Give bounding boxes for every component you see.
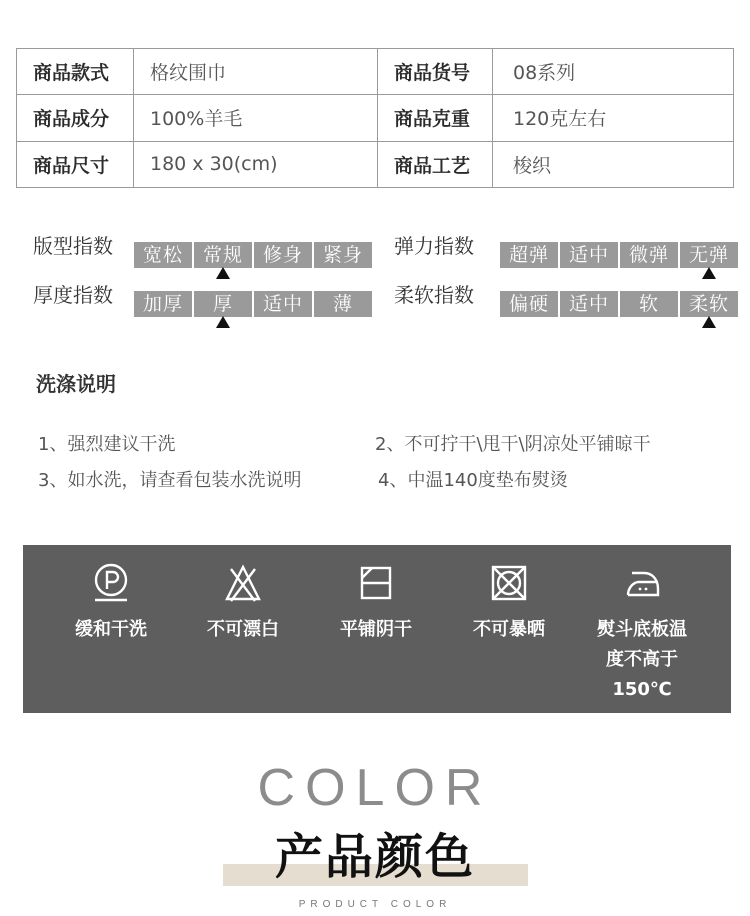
care-text: 不可漂白	[207, 619, 279, 640]
thickness-index-label: 厚度指数	[33, 283, 113, 307]
scale-option	[560, 242, 618, 268]
scale-option-label: 超弹	[508, 244, 549, 266]
no-tumble-dry-icon	[489, 563, 529, 603]
spec-label: 商品尺寸	[17, 141, 134, 187]
wash-item: 3、如水洗，请查看包装水洗说明	[38, 470, 302, 491]
scale-option	[620, 242, 678, 268]
scale-option	[560, 291, 618, 317]
scale-option	[500, 242, 558, 268]
scale-option	[254, 291, 312, 317]
wash-title: 洗涤说明	[36, 372, 116, 396]
scale-option	[500, 291, 558, 317]
color-heading-cn: 产品颜色	[274, 829, 475, 885]
wash-item: 2、不可拧干\甩干\阴凉处平铺晾干	[375, 434, 651, 455]
fit-index-scale	[134, 242, 372, 268]
spec-label: 商品成分	[17, 95, 134, 141]
spec-row	[17, 141, 734, 187]
scale-option	[134, 291, 192, 317]
spec-value: 格纹围巾	[134, 49, 378, 95]
scale-option-label: 无弹	[688, 244, 729, 266]
scale-option-label: 适中	[262, 293, 303, 315]
softness-index-scale	[500, 291, 738, 317]
care-text: 平铺阴干	[340, 619, 412, 640]
spec-table	[16, 48, 734, 188]
care-band	[23, 545, 731, 713]
spec-label: 商品工艺	[378, 141, 493, 187]
spec-value: 08系列	[493, 49, 734, 95]
wash-item: 4、中温140度垫布熨烫	[378, 470, 568, 491]
scale-option-label: 偏硬	[508, 293, 549, 315]
care-item	[311, 563, 441, 645]
care-text: 不可暴晒	[473, 619, 545, 640]
color-heading-sub: PRODUCT COLOR	[298, 899, 452, 910]
scale-option-label: 软	[638, 293, 659, 315]
scale-option	[680, 291, 738, 317]
iron-icon	[622, 563, 662, 603]
color-heading-en: COLOR	[257, 759, 493, 817]
spec-row	[17, 49, 734, 95]
spec-value: 120克左右	[493, 95, 734, 141]
dry-clean-p-icon	[91, 563, 131, 603]
softness-index-label: 柔软指数	[394, 283, 474, 307]
selected-marker-icon	[702, 267, 716, 279]
elasticity-index-label: 弹力指数	[394, 234, 474, 258]
spec-value: 梭织	[493, 141, 734, 187]
scale-option	[194, 242, 252, 268]
scale-option-label: 修身	[262, 244, 303, 266]
spec-label: 商品款式	[17, 49, 134, 95]
scale-option	[254, 242, 312, 268]
selected-marker-icon	[216, 316, 230, 328]
scale-option	[680, 242, 738, 268]
fit-index-label: 版型指数	[33, 234, 113, 258]
care-item	[577, 563, 707, 705]
no-bleach-icon	[223, 563, 263, 603]
scale-option-label: 适中	[568, 293, 609, 315]
thickness-index-scale	[134, 291, 372, 317]
scale-option	[314, 242, 372, 268]
spec-row	[17, 95, 734, 141]
spec-label: 商品克重	[378, 95, 493, 141]
care-item	[444, 563, 574, 645]
scale-option-label: 加厚	[142, 293, 183, 315]
scale-option-label: 微弹	[628, 244, 669, 266]
dry-flat-shade-icon	[356, 563, 396, 603]
scale-option-label: 厚	[212, 293, 233, 315]
scale-option	[134, 242, 192, 268]
selected-marker-icon	[216, 267, 230, 279]
scale-option-label: 薄	[332, 293, 353, 315]
selected-marker-icon	[702, 316, 716, 328]
care-text: 熨斗底板温 度不高于 150℃	[597, 619, 687, 700]
scale-option	[314, 291, 372, 317]
wash-item: 1、强烈建议干洗	[38, 434, 176, 455]
scale-option	[620, 291, 678, 317]
scale-option-label: 柔软	[688, 293, 729, 315]
spec-value: 100%羊毛	[134, 95, 378, 141]
scale-option-label: 宽松	[142, 244, 183, 266]
care-item	[46, 563, 176, 645]
scale-option-label: 常规	[202, 244, 243, 266]
care-text: 缓和干洗	[75, 619, 147, 640]
elasticity-index-scale	[500, 242, 738, 268]
scale-option-label: 紧身	[322, 244, 363, 266]
care-item	[178, 563, 308, 645]
scale-option	[194, 291, 252, 317]
scale-option-label: 适中	[568, 244, 609, 266]
spec-value: 180 x 30(cm)	[134, 141, 378, 187]
spec-label: 商品货号	[378, 49, 493, 95]
